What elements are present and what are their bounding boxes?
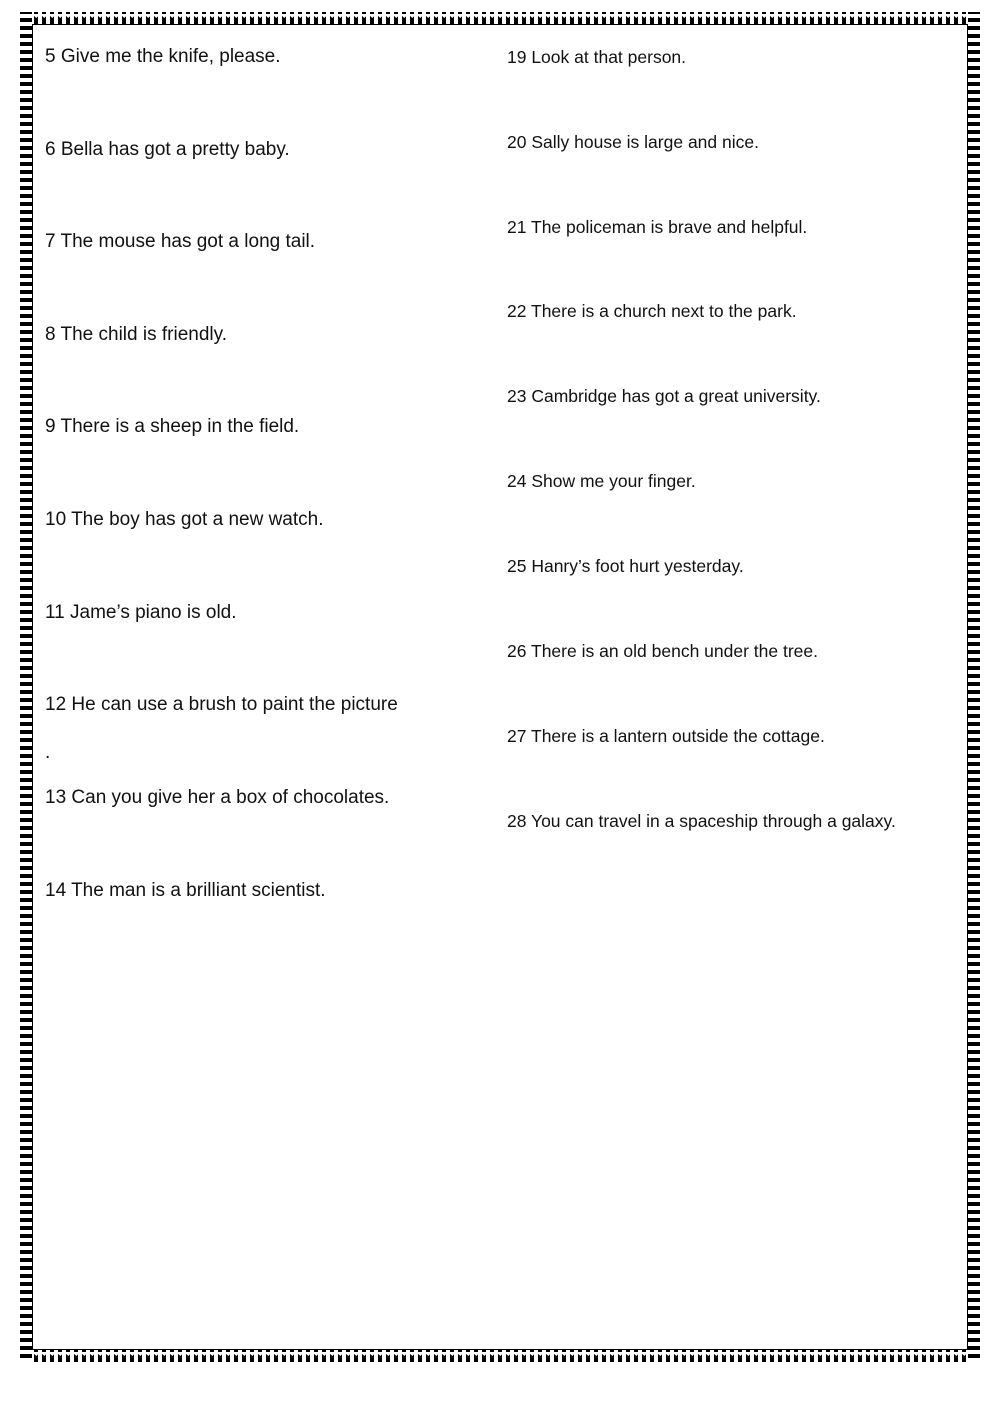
sentence-22: 22 There is a church next to the park. xyxy=(507,301,797,321)
decorative-page-border xyxy=(20,12,980,1362)
sentence-25: 25 Hanry’s foot hurt yesterday. xyxy=(507,556,744,576)
border-right xyxy=(968,12,980,1362)
sentence-7: 7 The mouse has got a long tail. xyxy=(45,231,316,252)
page-content-frame xyxy=(32,24,968,1350)
sentence-11: 11 Jame’s piano is old. xyxy=(45,602,237,623)
sentence-20: 20 Sally house is large and nice. xyxy=(507,132,759,152)
border-top xyxy=(20,12,980,24)
sentence-27: 27 There is a lantern outside the cottage. xyxy=(507,726,825,746)
stray-period: . xyxy=(45,742,51,763)
sentence-12: 12 He can use a brush to paint the picture xyxy=(45,694,398,715)
sentence-28: 28 You can travel in a spaceship through a galaxy. xyxy=(507,811,896,831)
border-left xyxy=(20,12,32,1362)
sentence-19: 19 Look at that person. xyxy=(507,47,687,67)
sentence-8: 8 The child is friendly. xyxy=(45,324,227,345)
sentence-26: 26 There is an old bench under the tree. xyxy=(507,641,819,661)
sentence-5: 5 Give me the knife, please. xyxy=(45,46,281,67)
border-bottom xyxy=(20,1350,980,1362)
sentence-14: 14 The man is a brilliant scientist. xyxy=(45,880,326,901)
sentence-24: 24 Show me your finger. xyxy=(507,471,696,491)
sentence-13: 13 Can you give her a box of chocolates. xyxy=(45,787,390,808)
sentence-21: 21 The policeman is brave and helpful. xyxy=(507,217,808,237)
sentence-9: 9 There is a sheep in the field. xyxy=(45,416,300,437)
sentence-23: 23 Cambridge has got a great university. xyxy=(507,386,821,406)
sentence-10: 10 The boy has got a new watch. xyxy=(45,509,324,530)
sentence-6: 6 Bella has got a pretty baby. xyxy=(45,139,290,160)
